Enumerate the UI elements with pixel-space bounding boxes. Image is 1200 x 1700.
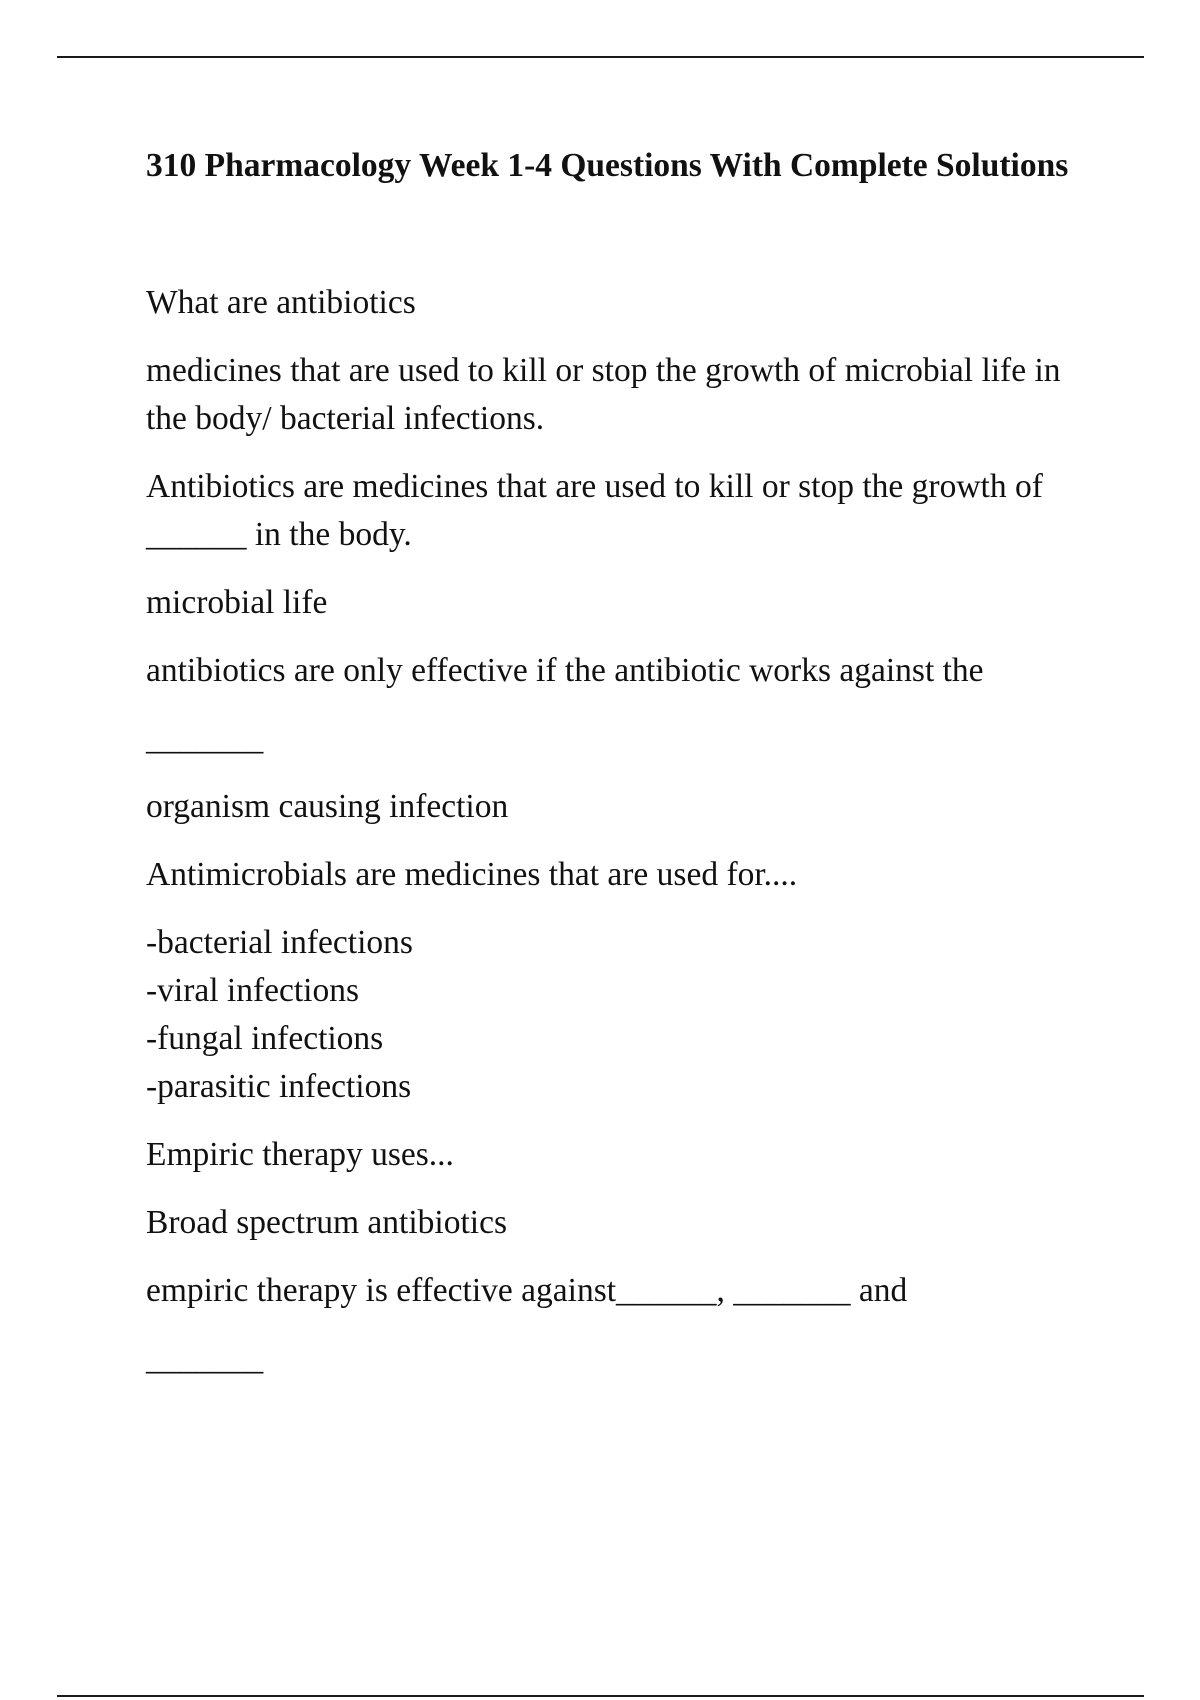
answer-list-item: -bacterial infections (146, 924, 413, 961)
answer-list (146, 919, 1096, 1111)
answer-text: medicines that are used to kill or stop the growth of microbial life in the body/ bacterial infections. (146, 352, 1061, 437)
question-block (146, 1267, 1096, 1383)
answer-text: Broad spectrum antibiotics (146, 1204, 507, 1241)
answer-text: organism causing infection (146, 788, 509, 825)
answer-list-item: -viral infections (146, 972, 360, 1009)
question-block (146, 647, 1096, 763)
question-text: antibiotics are only effective if the antibiotic works against the (146, 652, 984, 689)
question-text: empiric therapy is effective against______, _______ and (146, 1272, 908, 1309)
answer-list-item: -fungal infections (146, 1020, 384, 1057)
header-rule (57, 56, 1144, 58)
document-title: 310 Pharmacology Week 1-4 Questions With Complete Solutions (146, 147, 1069, 184)
question-text: Antibiotics are medicines that are used to kill or stop the growth of ______ in the body. (146, 468, 1043, 553)
footer-rule (57, 1695, 1144, 1697)
answer-text: microbial life (146, 584, 328, 621)
question-text: Empiric therapy uses... (146, 1136, 454, 1173)
question-text: Antimicrobials are medicines that are used for.... (146, 856, 798, 893)
fill-in-blank: _______ (146, 720, 264, 757)
question-text: What are antibiotics (146, 284, 416, 321)
fill-in-blank: _______ (146, 1340, 264, 1377)
answer-list-item: -parasitic infections (146, 1068, 412, 1105)
document-body (146, 142, 1096, 1383)
